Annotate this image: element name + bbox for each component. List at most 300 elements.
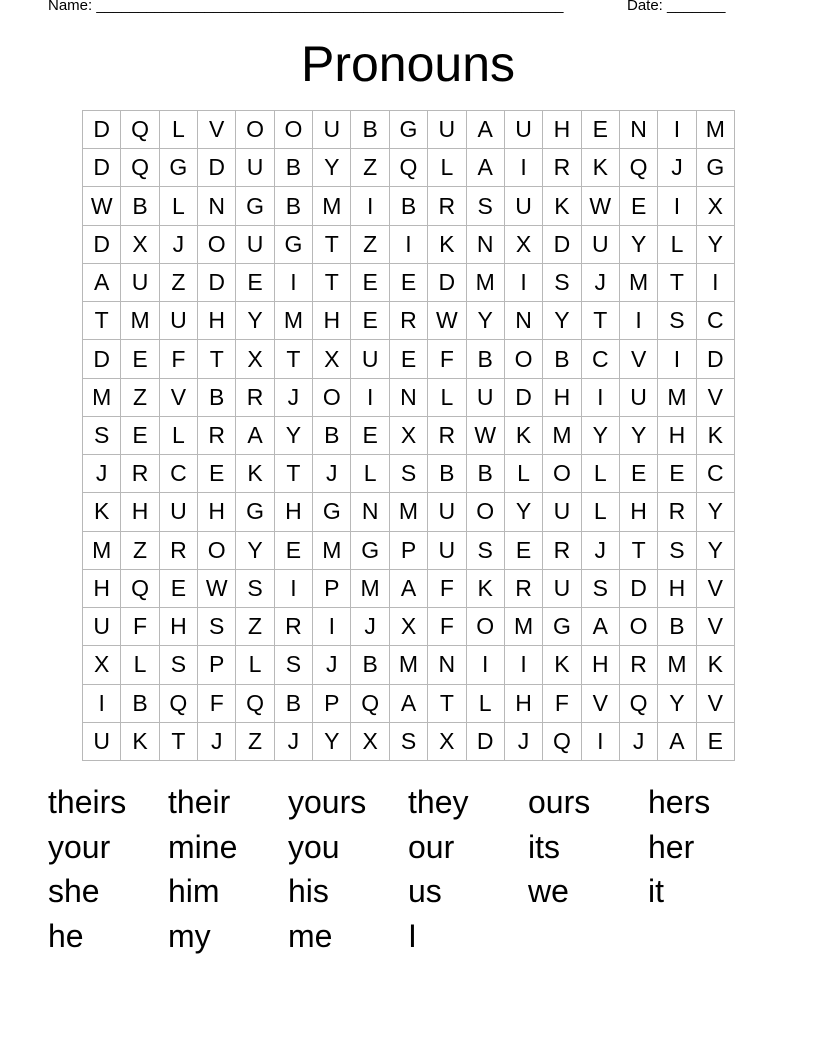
grid-cell: U bbox=[505, 111, 543, 149]
grid-cell: Y bbox=[582, 417, 620, 455]
grid-cell: I bbox=[83, 685, 121, 723]
word-list-item: me bbox=[288, 918, 333, 955]
grid-cell: N bbox=[620, 111, 658, 149]
grid-cell: S bbox=[658, 302, 696, 340]
word-list-item: your bbox=[48, 828, 111, 865]
grid-cell: M bbox=[313, 532, 351, 570]
grid-cell: L bbox=[121, 646, 159, 684]
grid-cell: B bbox=[313, 417, 351, 455]
word-list-item: my bbox=[168, 918, 211, 955]
grid-cell: H bbox=[543, 111, 581, 149]
grid-cell: M bbox=[275, 302, 313, 340]
grid-cell: G bbox=[160, 149, 198, 187]
grid-cell: D bbox=[697, 340, 735, 378]
grid-cell: R bbox=[428, 187, 466, 225]
grid-cell: U bbox=[121, 264, 159, 302]
grid-cell: Q bbox=[620, 149, 658, 187]
grid-cell: T bbox=[83, 302, 121, 340]
grid-cell: L bbox=[505, 455, 543, 493]
grid-cell: J bbox=[658, 149, 696, 187]
grid-cell: L bbox=[428, 149, 466, 187]
grid-cell: L bbox=[351, 455, 389, 493]
grid-cell: D bbox=[543, 226, 581, 264]
grid-cell: N bbox=[428, 646, 466, 684]
grid-cell: S bbox=[83, 417, 121, 455]
grid-cell: F bbox=[198, 685, 236, 723]
word-list-item: his bbox=[288, 873, 329, 910]
grid-cell: V bbox=[198, 111, 236, 149]
word-list-item: mine bbox=[168, 828, 238, 865]
grid-cell: M bbox=[83, 379, 121, 417]
grid-cell: D bbox=[198, 149, 236, 187]
grid-cell: S bbox=[275, 646, 313, 684]
grid-cell: Y bbox=[697, 532, 735, 570]
grid-cell: D bbox=[83, 111, 121, 149]
grid-cell: X bbox=[121, 226, 159, 264]
grid-cell: D bbox=[83, 149, 121, 187]
grid-cell: S bbox=[236, 570, 274, 608]
grid-cell: K bbox=[582, 149, 620, 187]
grid-cell: P bbox=[390, 532, 428, 570]
grid-cell: D bbox=[620, 570, 658, 608]
grid-cell: E bbox=[351, 264, 389, 302]
grid-cell: H bbox=[121, 493, 159, 531]
grid-cell: S bbox=[467, 187, 505, 225]
grid-cell: M bbox=[505, 608, 543, 646]
grid-cell: E bbox=[658, 455, 696, 493]
grid-cell: Y bbox=[543, 302, 581, 340]
grid-cell: Y bbox=[505, 493, 543, 531]
grid-cell: I bbox=[313, 608, 351, 646]
grid-cell: E bbox=[121, 340, 159, 378]
grid-cell: D bbox=[198, 264, 236, 302]
grid-cell: Y bbox=[313, 723, 351, 761]
grid-cell: J bbox=[351, 608, 389, 646]
grid-cell: H bbox=[620, 493, 658, 531]
grid-cell: Y bbox=[697, 493, 735, 531]
grid-cell: A bbox=[390, 570, 428, 608]
grid-cell: I bbox=[658, 111, 696, 149]
word-list-item: theirs bbox=[48, 784, 127, 820]
grid-cell: U bbox=[83, 608, 121, 646]
grid-cell: O bbox=[467, 608, 505, 646]
grid-cell: B bbox=[467, 455, 505, 493]
grid-cell: R bbox=[198, 417, 236, 455]
grid-cell: C bbox=[160, 455, 198, 493]
grid-cell: J bbox=[275, 723, 313, 761]
grid-cell: S bbox=[390, 723, 428, 761]
word-list-item: ours bbox=[528, 784, 591, 820]
grid-cell: Y bbox=[620, 417, 658, 455]
grid-cell: T bbox=[658, 264, 696, 302]
grid-cell: O bbox=[236, 111, 274, 149]
grid-cell: G bbox=[697, 149, 735, 187]
grid-cell: F bbox=[428, 570, 466, 608]
grid-cell: J bbox=[582, 532, 620, 570]
grid-cell: G bbox=[275, 226, 313, 264]
grid-cell: O bbox=[620, 608, 658, 646]
grid-cell: R bbox=[428, 417, 466, 455]
grid-cell: D bbox=[83, 340, 121, 378]
grid-cell: S bbox=[467, 532, 505, 570]
grid-cell: X bbox=[83, 646, 121, 684]
grid-cell: Z bbox=[351, 149, 389, 187]
grid-cell: U bbox=[160, 493, 198, 531]
grid-cell: C bbox=[697, 302, 735, 340]
grid-cell: E bbox=[390, 264, 428, 302]
grid-cell: A bbox=[83, 264, 121, 302]
grid-cell: I bbox=[505, 264, 543, 302]
grid-cell: X bbox=[697, 187, 735, 225]
grid-cell: S bbox=[543, 264, 581, 302]
grid-cell: U bbox=[428, 111, 466, 149]
grid-cell: I bbox=[658, 187, 696, 225]
grid-cell: J bbox=[505, 723, 543, 761]
grid-cell: U bbox=[428, 532, 466, 570]
grid-cell: M bbox=[543, 417, 581, 455]
grid-cell: Q bbox=[121, 570, 159, 608]
grid-cell: R bbox=[658, 493, 696, 531]
grid-cell: E bbox=[620, 455, 658, 493]
grid-cell: T bbox=[313, 264, 351, 302]
grid-cell: K bbox=[543, 646, 581, 684]
grid-cell: T bbox=[582, 302, 620, 340]
grid-cell: L bbox=[582, 455, 620, 493]
grid-cell: P bbox=[198, 646, 236, 684]
grid-cell: O bbox=[275, 111, 313, 149]
date-field: Date: _______ bbox=[627, 0, 726, 14]
grid-cell: U bbox=[505, 187, 543, 225]
grid-cell: L bbox=[582, 493, 620, 531]
grid-cell: V bbox=[582, 685, 620, 723]
grid-cell: X bbox=[390, 417, 428, 455]
grid-cell: T bbox=[620, 532, 658, 570]
grid-cell: S bbox=[160, 646, 198, 684]
grid-cell: Y bbox=[236, 532, 274, 570]
grid-cell: J bbox=[198, 723, 236, 761]
word-list-item: they bbox=[408, 784, 469, 820]
grid-cell: B bbox=[467, 340, 505, 378]
grid-cell: C bbox=[582, 340, 620, 378]
grid-cell: N bbox=[505, 302, 543, 340]
grid-cell: T bbox=[160, 723, 198, 761]
grid-cell: X bbox=[505, 226, 543, 264]
grid-cell: U bbox=[620, 379, 658, 417]
grid-cell: P bbox=[313, 685, 351, 723]
grid-cell: V bbox=[697, 570, 735, 608]
grid-cell: Y bbox=[275, 417, 313, 455]
grid-cell: M bbox=[83, 532, 121, 570]
header-line bbox=[48, 0, 748, 19]
grid-cell: C bbox=[697, 455, 735, 493]
word-list-item: she bbox=[48, 873, 100, 910]
grid-cell: J bbox=[313, 646, 351, 684]
word-list-item: their bbox=[168, 784, 231, 820]
grid-cell: Z bbox=[121, 379, 159, 417]
grid-cell: M bbox=[697, 111, 735, 149]
grid-cell: E bbox=[697, 723, 735, 761]
grid-cell: U bbox=[351, 340, 389, 378]
grid-cell: Z bbox=[160, 264, 198, 302]
grid-cell: O bbox=[313, 379, 351, 417]
grid-cell: M bbox=[620, 264, 658, 302]
grid-cell: W bbox=[582, 187, 620, 225]
grid-cell: B bbox=[121, 187, 159, 225]
grid-cell: U bbox=[160, 302, 198, 340]
grid-cell: D bbox=[467, 723, 505, 761]
grid-cell: U bbox=[467, 379, 505, 417]
grid-cell: B bbox=[275, 685, 313, 723]
grid-cell: M bbox=[351, 570, 389, 608]
grid-cell: E bbox=[620, 187, 658, 225]
grid-cell: H bbox=[275, 493, 313, 531]
grid-cell: G bbox=[543, 608, 581, 646]
grid-cell: V bbox=[697, 379, 735, 417]
grid-cell: T bbox=[313, 226, 351, 264]
grid-cell: E bbox=[121, 417, 159, 455]
grid-cell: B bbox=[658, 608, 696, 646]
grid-cell: I bbox=[390, 226, 428, 264]
letter-grid bbox=[82, 110, 735, 761]
grid-cell: N bbox=[390, 379, 428, 417]
grid-cell: N bbox=[351, 493, 389, 531]
grid-cell: B bbox=[275, 149, 313, 187]
grid-cell: W bbox=[467, 417, 505, 455]
grid-cell: K bbox=[697, 417, 735, 455]
grid-cell: I bbox=[505, 149, 543, 187]
grid-cell: O bbox=[198, 532, 236, 570]
word-list-item: him bbox=[168, 873, 220, 910]
grid-cell: B bbox=[351, 646, 389, 684]
grid-cell: I bbox=[582, 379, 620, 417]
grid-cell: Z bbox=[121, 532, 159, 570]
grid-cell: V bbox=[620, 340, 658, 378]
grid-cell: E bbox=[582, 111, 620, 149]
grid-cell: E bbox=[351, 302, 389, 340]
grid-cell: Q bbox=[543, 723, 581, 761]
grid-cell: G bbox=[351, 532, 389, 570]
page-title: Pronouns bbox=[300, 36, 516, 92]
word-list-item: us bbox=[408, 873, 442, 910]
grid-cell: W bbox=[83, 187, 121, 225]
grid-cell: L bbox=[658, 226, 696, 264]
grid-cell: X bbox=[390, 608, 428, 646]
grid-cell: K bbox=[467, 570, 505, 608]
grid-cell: G bbox=[236, 493, 274, 531]
grid-cell: F bbox=[543, 685, 581, 723]
grid-cell: F bbox=[428, 608, 466, 646]
grid-cell: I bbox=[351, 187, 389, 225]
grid-cell: U bbox=[582, 226, 620, 264]
grid-cell: G bbox=[236, 187, 274, 225]
grid-cell: H bbox=[160, 608, 198, 646]
grid-cell: N bbox=[467, 226, 505, 264]
grid-cell: D bbox=[505, 379, 543, 417]
grid-cell: R bbox=[275, 608, 313, 646]
grid-cell: M bbox=[658, 379, 696, 417]
grid-cell: Y bbox=[697, 226, 735, 264]
grid-cell: S bbox=[582, 570, 620, 608]
grid-cell: V bbox=[697, 608, 735, 646]
grid-cell: T bbox=[275, 340, 313, 378]
grid-cell: Y bbox=[620, 226, 658, 264]
grid-cell: F bbox=[160, 340, 198, 378]
grid-cell: V bbox=[160, 379, 198, 417]
grid-cell: L bbox=[236, 646, 274, 684]
grid-cell: I bbox=[351, 379, 389, 417]
grid-cell: I bbox=[697, 264, 735, 302]
word-list-item: our bbox=[408, 828, 455, 865]
word-list-item: he bbox=[48, 918, 84, 955]
grid-cell: K bbox=[505, 417, 543, 455]
word-list-item: I bbox=[408, 918, 417, 955]
grid-cell: Z bbox=[236, 723, 274, 761]
grid-cell: O bbox=[505, 340, 543, 378]
grid-cell: M bbox=[658, 646, 696, 684]
grid-cell: W bbox=[428, 302, 466, 340]
grid-cell: O bbox=[467, 493, 505, 531]
grid-cell: A bbox=[467, 149, 505, 187]
word-list-item: we bbox=[528, 873, 569, 910]
grid-cell: R bbox=[236, 379, 274, 417]
word-list bbox=[48, 782, 768, 961]
grid-cell: U bbox=[83, 723, 121, 761]
grid-cell: K bbox=[236, 455, 274, 493]
word-list-item: yours bbox=[288, 784, 367, 820]
grid-cell: F bbox=[428, 340, 466, 378]
grid-cell: E bbox=[390, 340, 428, 378]
grid-cell: K bbox=[428, 226, 466, 264]
grid-cell: A bbox=[467, 111, 505, 149]
grid-cell: V bbox=[697, 685, 735, 723]
grid-cell: R bbox=[543, 149, 581, 187]
name-field: Name: ________________________________________________________ bbox=[48, 0, 564, 14]
grid-cell: H bbox=[198, 302, 236, 340]
grid-cell: Z bbox=[236, 608, 274, 646]
grid-cell: E bbox=[505, 532, 543, 570]
grid-cell: E bbox=[198, 455, 236, 493]
grid-cell: L bbox=[160, 187, 198, 225]
grid-cell: Q bbox=[121, 111, 159, 149]
grid-cell: X bbox=[351, 723, 389, 761]
word-list-item: hers bbox=[648, 784, 711, 820]
grid-cell: W bbox=[198, 570, 236, 608]
grid-cell: M bbox=[390, 646, 428, 684]
grid-cell: Y bbox=[236, 302, 274, 340]
grid-cell: S bbox=[198, 608, 236, 646]
grid-cell: R bbox=[160, 532, 198, 570]
grid-cell: A bbox=[582, 608, 620, 646]
grid-cell: X bbox=[428, 723, 466, 761]
grid-cell: B bbox=[390, 187, 428, 225]
grid-cell: I bbox=[620, 302, 658, 340]
grid-cell: J bbox=[160, 226, 198, 264]
grid-cell: J bbox=[313, 455, 351, 493]
grid-cell: B bbox=[351, 111, 389, 149]
grid-cell: F bbox=[121, 608, 159, 646]
grid-cell: I bbox=[467, 646, 505, 684]
word-list-item: its bbox=[528, 828, 560, 865]
word-list-item: her bbox=[648, 828, 695, 865]
grid-cell: B bbox=[275, 187, 313, 225]
grid-cell: P bbox=[313, 570, 351, 608]
grid-cell: X bbox=[236, 340, 274, 378]
grid-cell: Q bbox=[351, 685, 389, 723]
grid-cell: D bbox=[428, 264, 466, 302]
grid-cell: H bbox=[658, 417, 696, 455]
grid-cell: U bbox=[313, 111, 351, 149]
grid-cell: T bbox=[198, 340, 236, 378]
grid-cell: J bbox=[582, 264, 620, 302]
grid-cell: H bbox=[83, 570, 121, 608]
grid-cell: R bbox=[121, 455, 159, 493]
grid-cell: R bbox=[543, 532, 581, 570]
word-list-item: it bbox=[648, 873, 664, 910]
grid-cell: R bbox=[505, 570, 543, 608]
grid-cell: U bbox=[236, 226, 274, 264]
grid-cell: Q bbox=[160, 685, 198, 723]
grid-cell: U bbox=[236, 149, 274, 187]
grid-cell: M bbox=[467, 264, 505, 302]
grid-cell: B bbox=[543, 340, 581, 378]
grid-cell: I bbox=[275, 264, 313, 302]
grid-cell: N bbox=[198, 187, 236, 225]
grid-cell: B bbox=[428, 455, 466, 493]
grid-cell: A bbox=[658, 723, 696, 761]
grid-cell: S bbox=[658, 532, 696, 570]
grid-cell: D bbox=[83, 226, 121, 264]
grid-cell: O bbox=[543, 455, 581, 493]
grid-cell: T bbox=[275, 455, 313, 493]
grid-cell: J bbox=[620, 723, 658, 761]
grid-cell: A bbox=[390, 685, 428, 723]
grid-cell: S bbox=[390, 455, 428, 493]
grid-cell: I bbox=[582, 723, 620, 761]
grid-cell: J bbox=[83, 455, 121, 493]
word-list-item: you bbox=[288, 828, 340, 865]
grid-cell: A bbox=[236, 417, 274, 455]
grid-cell: K bbox=[121, 723, 159, 761]
grid-cell: H bbox=[313, 302, 351, 340]
grid-cell: M bbox=[121, 302, 159, 340]
grid-cell: X bbox=[313, 340, 351, 378]
grid-cell: E bbox=[160, 570, 198, 608]
grid-cell: U bbox=[428, 493, 466, 531]
grid-cell: E bbox=[351, 417, 389, 455]
grid-cell: I bbox=[658, 340, 696, 378]
grid-cell: E bbox=[275, 532, 313, 570]
grid-cell: Y bbox=[467, 302, 505, 340]
grid-cell: Q bbox=[121, 149, 159, 187]
grid-cell: Q bbox=[390, 149, 428, 187]
grid-cell: H bbox=[582, 646, 620, 684]
grid-cell: H bbox=[198, 493, 236, 531]
grid-cell: U bbox=[543, 570, 581, 608]
grid-cell: L bbox=[160, 111, 198, 149]
grid-cell: K bbox=[697, 646, 735, 684]
grid-cell: H bbox=[543, 379, 581, 417]
grid-cell: G bbox=[390, 111, 428, 149]
grid-cell: I bbox=[275, 570, 313, 608]
grid-cell: H bbox=[658, 570, 696, 608]
grid-cell: L bbox=[428, 379, 466, 417]
grid-cell: H bbox=[505, 685, 543, 723]
grid-cell: T bbox=[428, 685, 466, 723]
grid-cell: O bbox=[198, 226, 236, 264]
grid-cell: L bbox=[467, 685, 505, 723]
grid-cell: M bbox=[390, 493, 428, 531]
grid-cell: B bbox=[198, 379, 236, 417]
